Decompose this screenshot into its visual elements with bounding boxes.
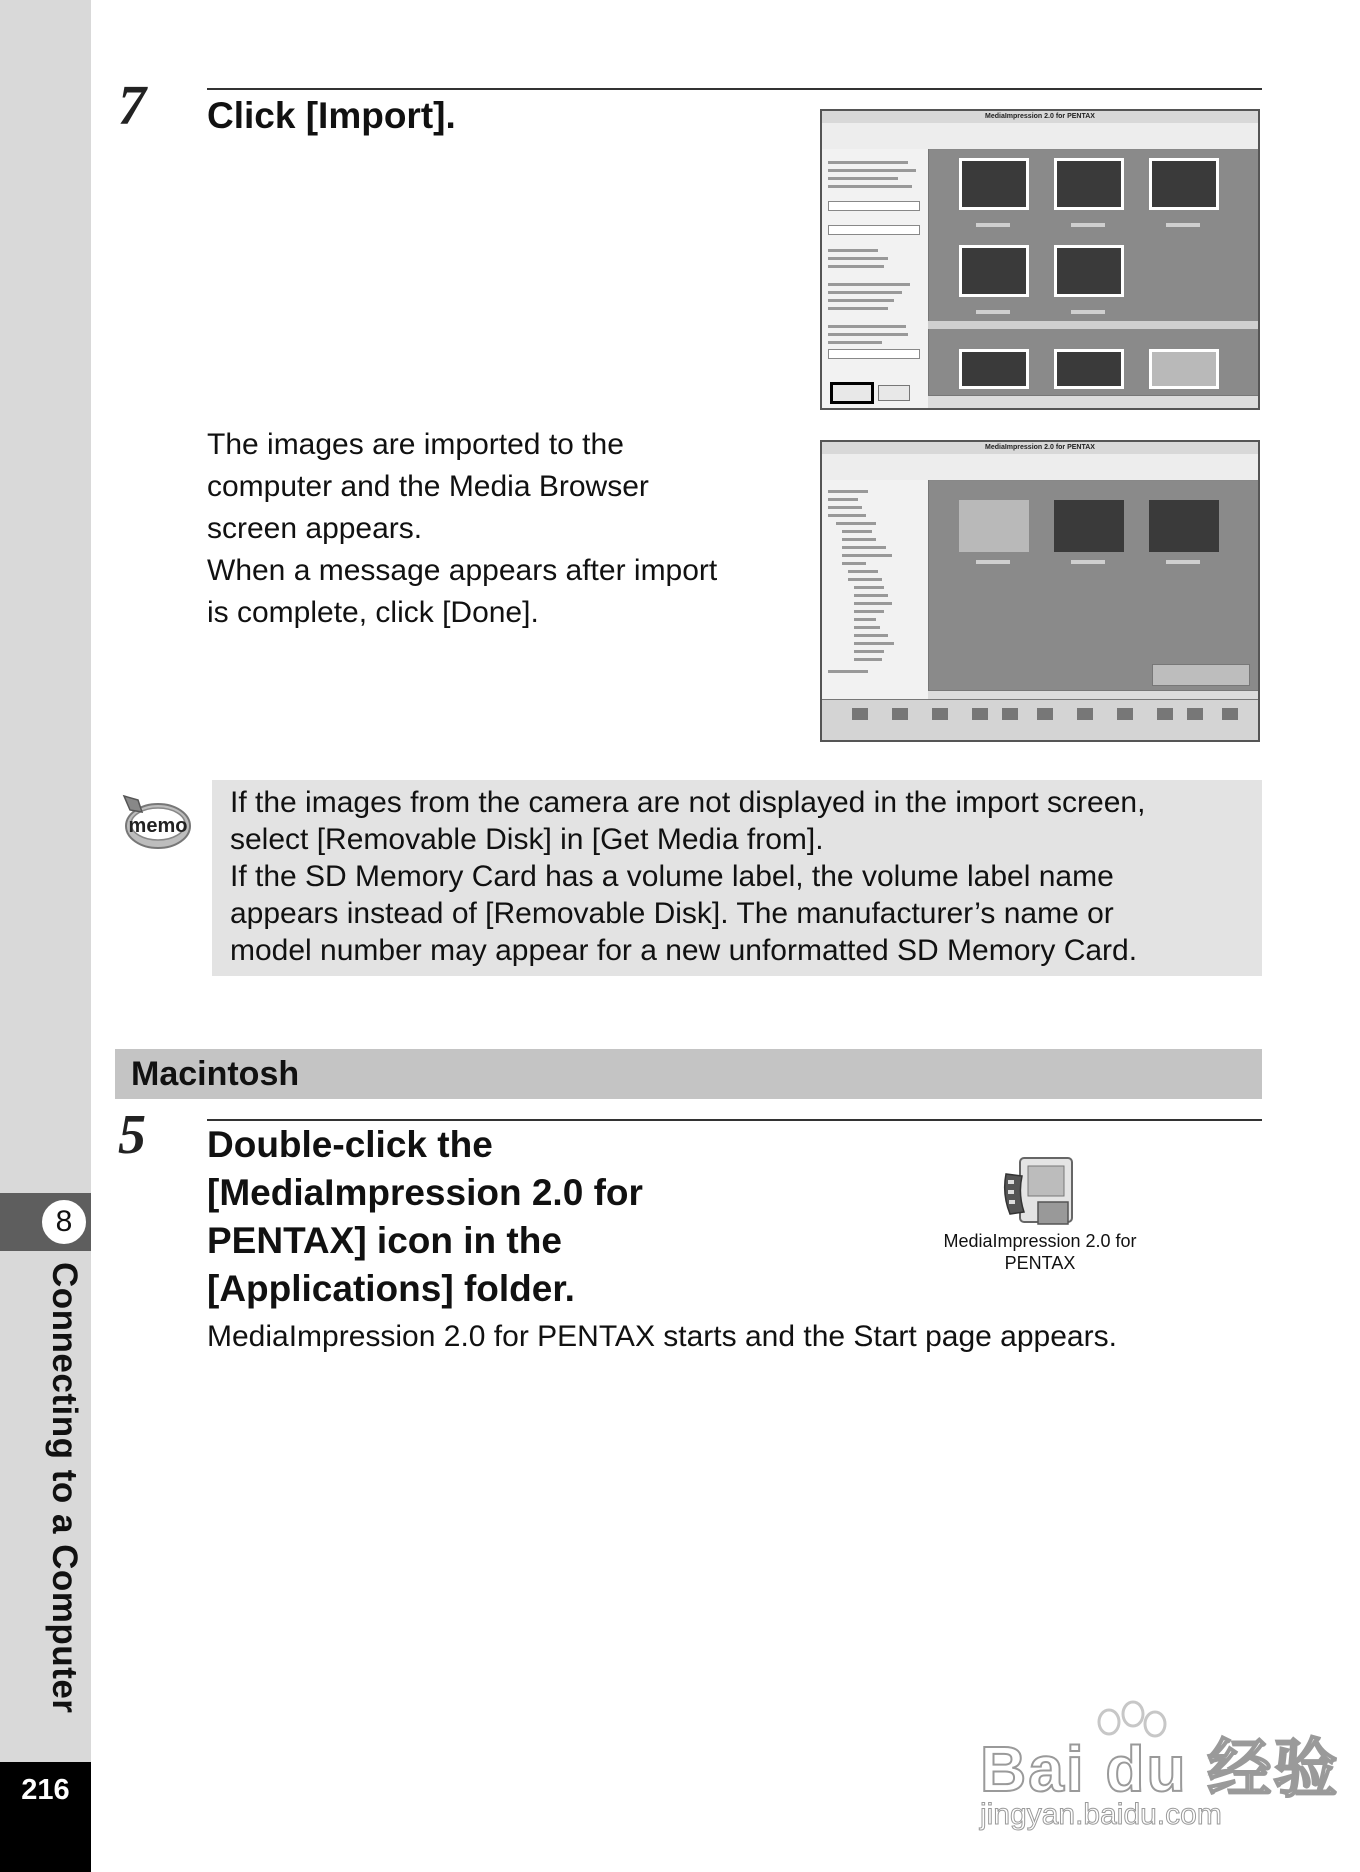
memo-text	[230, 784, 1250, 969]
svg-text:memo: memo	[128, 815, 188, 837]
memo-line: appears instead of [Removable Disk]. The manufacturer’s name or	[230, 897, 1114, 930]
folder-tree-panel	[822, 480, 929, 700]
mediaimpression-app-icon[interactable]	[998, 1150, 1084, 1232]
step7-body-line: computer and the Media Browser	[207, 470, 649, 503]
memo-line: If the SD Memory Card has a volume label, the volume label name	[230, 860, 1114, 893]
page-number: 216	[21, 1774, 70, 1806]
section-title: Macintosh	[131, 1055, 300, 1093]
step5-heading-line: [MediaImpression 2.0 for	[207, 1172, 643, 1213]
step5-number: 5	[118, 1104, 146, 1166]
step7-body-line: The images are imported to the	[207, 428, 624, 461]
memo-line: If the images from the camera are not displayed in the import screen,	[230, 786, 1146, 819]
step7-rule	[207, 88, 1262, 90]
app-icon-label-line: PENTAX	[1004, 1253, 1076, 1273]
chapter-number: 8	[40, 1198, 88, 1246]
memo-icon	[118, 790, 192, 852]
screenshot-titlebar: MediaImpression 2.0 for PENTAX	[822, 442, 1258, 455]
media-browser-screenshot	[820, 440, 1260, 742]
import-screenshot	[820, 109, 1260, 410]
step7-body-line: is complete, click [Done].	[207, 596, 539, 629]
memo-line: select [Removable Disk] in [Get Media from].	[230, 823, 824, 856]
watermark-url: jingyan.baidu.com	[980, 1798, 1222, 1831]
step7-heading: Click [Import].	[207, 95, 456, 136]
step5-body: MediaImpression 2.0 for PENTAX starts and the Start page appears.	[207, 1320, 1117, 1353]
step7-body-line: screen appears.	[207, 512, 423, 545]
step5-heading-line: PENTAX] icon in the	[207, 1220, 562, 1261]
chapter-title: Connecting to a Computer	[45, 1262, 84, 1714]
step5-heading	[207, 1121, 767, 1313]
screenshot-toolbar	[822, 454, 1258, 481]
step7-body	[207, 424, 807, 634]
import-panel	[822, 149, 929, 408]
memo-line: model number may appear for a new unformatted SD Memory Card.	[230, 934, 1138, 967]
watermark-brand: Bai du 经验	[980, 1733, 1340, 1805]
screenshot-toolbar	[822, 123, 1258, 150]
step5-heading-line: [Applications] folder.	[207, 1268, 575, 1309]
app-icon-label	[920, 1230, 1160, 1274]
step7-body-line: When a message appears after import	[207, 554, 718, 587]
app-icon-label-line: MediaImpression 2.0 for	[943, 1231, 1137, 1251]
screenshot-titlebar: MediaImpression 2.0 for PENTAX	[822, 111, 1258, 124]
cancel-button-mock	[878, 385, 910, 401]
step7-number: 7	[118, 75, 146, 137]
screenshot-bottom-toolbar	[822, 699, 1258, 740]
import-button-highlight	[830, 382, 874, 404]
step5-heading-line: Double-click the	[207, 1124, 493, 1165]
